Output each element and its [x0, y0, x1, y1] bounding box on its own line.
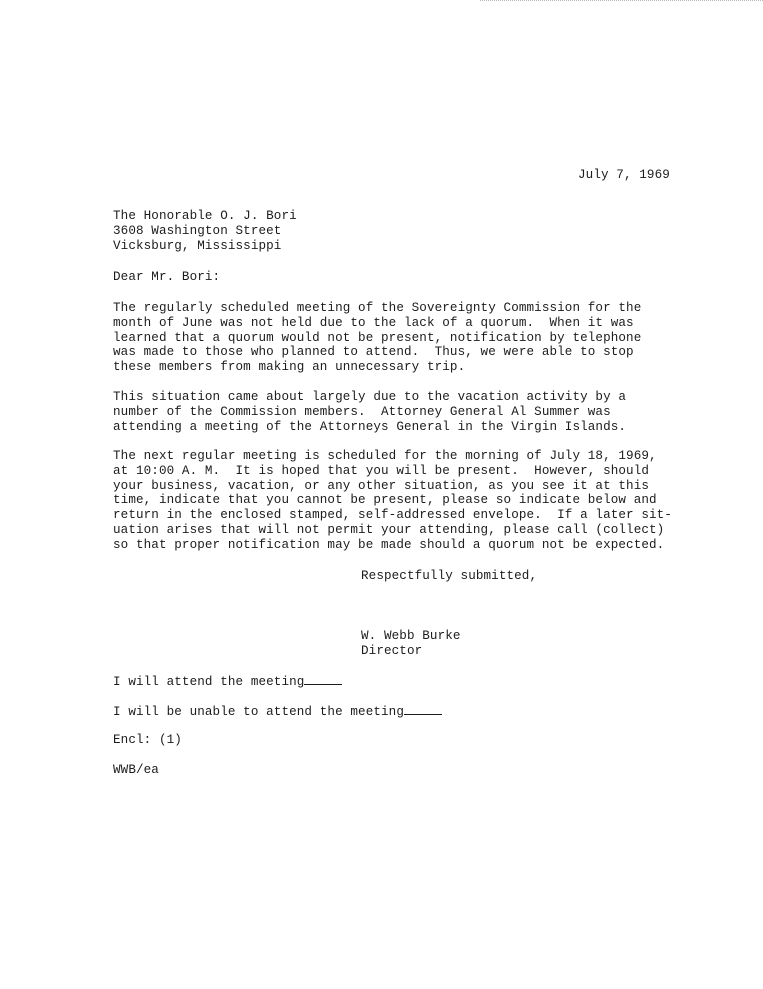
paragraph-line: learned that a quorum would not be present, notification by telephone [113, 330, 642, 345]
paragraph-line: your business, vacation, or any other situation, as you see it at this [113, 478, 650, 493]
salutation: Dear Mr. Bori: [113, 270, 221, 284]
paragraph-line: number of the Commission members. Attorney General Al Summer was [113, 404, 611, 419]
paragraph-line: month of June was not held due to the lack of a quorum. When it was [113, 315, 634, 330]
unable-blank[interactable] [404, 703, 442, 715]
attend-blank[interactable] [304, 673, 342, 685]
paragraph-line: uation arises that will not permit your attending, please call (collect) [113, 522, 665, 537]
paragraph-line: time, indicate that you cannot be present, please so indicate below and [113, 493, 657, 508]
paragraph-1 [113, 301, 673, 375]
paragraph-line: so that proper notification may be made should a quorum not be expected. [113, 537, 665, 552]
closing: Respectfully submitted, [361, 569, 538, 583]
top-edge-dots [480, 0, 763, 4]
paragraph-3 [113, 449, 673, 553]
attend-response-line [113, 673, 342, 690]
paragraph-line: at 10:00 A. M. It is hoped that you will be present. However, should [113, 463, 650, 478]
paragraph-line: This situation came about largely due to the vacation activity by a [113, 390, 627, 404]
address-street: 3608 Washington Street [113, 224, 282, 238]
enclosure-note: Encl: (1) [113, 733, 182, 747]
paragraph-2 [113, 390, 673, 434]
attend-label: I will attend the meeting [113, 675, 305, 689]
paragraph-line: attending a meeting of the Attorneys General in the Virgin Islands. [113, 419, 627, 434]
paragraph-line: The next regular meeting is scheduled for the morning of July 18, 1969, [113, 449, 657, 463]
paragraph-line: these members from making an unnecessary trip. [113, 360, 466, 375]
letter-date: July 7, 1969 [578, 168, 670, 182]
address-city: Vicksburg, Mississippi [113, 239, 282, 253]
paragraph-line: was made to those who planned to attend. Thus, we were able to stop [113, 345, 634, 360]
signer-name: W. Webb Burke [361, 629, 461, 643]
address-name: The Honorable O. J. Bori [113, 209, 297, 223]
unable-label: I will be unable to attend the meeting [113, 705, 404, 719]
paragraph-line: The regularly scheduled meeting of the Sovereignty Commission for the [113, 301, 642, 315]
paragraph-line: return in the enclosed stamped, self-addressed envelope. If a later sit- [113, 508, 672, 523]
signer-title: Director [361, 644, 423, 658]
unable-response-line [113, 703, 442, 720]
reference-initials: WWB/ea [113, 763, 159, 777]
